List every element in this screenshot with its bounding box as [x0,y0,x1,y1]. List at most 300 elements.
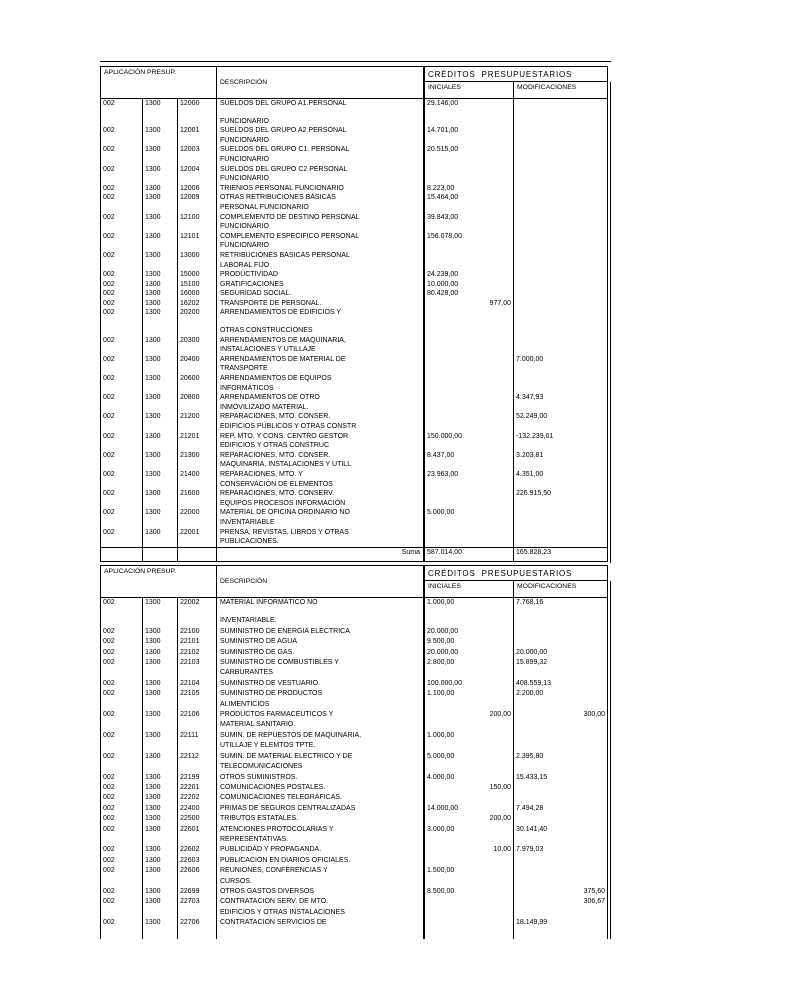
description-line: TRANSPORTE [220,365,268,373]
description-line: INVENTARIABLE. [220,617,277,625]
modificaciones-cell [514,731,607,752]
modificaciones-cell: 4.347,93 [516,394,544,402]
description-line: ARRENDAMIENTOS DE OTRO [220,394,320,402]
description-line: FUNCIONARIO [220,223,269,231]
table-body [101,99,607,547]
economic-code-cell: 22601 [178,825,217,846]
description-cell [217,710,425,731]
aplicacion-presup-header: APLICACIÓN PRESUP. [101,566,217,597]
program-code-cell: 1300 [143,165,178,184]
description-line: PUBLICACIÓN EN DIARIOS OFICIALES. [220,856,351,864]
economic-code-cell: 22103 [178,658,217,679]
description-cell [217,299,425,309]
modificaciones-cell [514,308,607,335]
description-line: COMPLEMENTO ESPECIFICO PERSONAL [220,232,360,240]
description-line: SUMINISTRO DE VESTUARIO. [220,679,320,687]
sum-iniciales: 587.014,00 [425,548,514,561]
description-line: COMUNICACIONES TELEGRÁFICAS. [220,794,343,802]
table-row [101,251,607,270]
modificaciones-cell: 306,67 [583,898,605,906]
iniciales-cell: 80.428,00 [425,289,514,299]
description-line: SEGURIDAD SOCIAL. [220,290,292,298]
org-code-cell: 002 [101,508,143,527]
iniciales-cell [425,374,514,393]
program-code-cell: 1300 [143,845,178,855]
description-cell [217,773,425,783]
modificaciones-cell [514,793,607,803]
empty-cell [143,548,178,561]
description-line: FUNCIONARIO [220,136,269,144]
iniciales-cell [425,308,514,335]
table-row [101,374,607,393]
program-code-cell: 1300 [143,308,178,335]
description-line: CONSERVACIÓN DE ELEMENTOS [220,480,333,488]
description-cell [217,289,425,299]
iniciales-cell [425,918,514,939]
description-line: PUBLICACIONES. [220,538,279,546]
description-line: COMUNICACIONES POSTALES. [220,783,326,791]
org-code-cell: 002 [101,637,143,647]
creditos-presupuestarios-header: CRÉDITOS PRESUPUESTARIOS [425,67,607,82]
empty-cell [101,548,143,561]
org-code-cell: 002 [101,193,143,212]
program-code-cell: 1300 [143,508,178,527]
modificaciones-cell: 15.433,15 [516,773,548,781]
table-row [101,845,607,855]
org-code-cell: 002 [101,99,143,126]
modificaciones-header: MODIFICACIONES [517,583,577,590]
modificaciones-cell: 52.249,00 [516,413,548,421]
org-code-cell: 002 [101,374,143,393]
program-code-cell: 1300 [143,251,178,270]
description-line: SUMINISTRO DE ENERGIA ELECTRICA [220,627,350,635]
program-code-cell: 1300 [143,451,178,470]
modificaciones-cell [514,336,607,355]
table-row [101,658,607,679]
modificaciones-cell: 375,60 [583,887,605,895]
program-code-cell: 1300 [143,412,178,431]
org-code-cell: 002 [101,126,143,145]
modificaciones-cell: 20.000,00 [516,648,548,656]
description-cell [217,165,425,184]
program-code-cell: 1300 [143,289,178,299]
description-line: OTRAS CONSTRUCCIONES [220,327,313,335]
description-line: EDIFICIOS Y OTRAS INSTALACIONES [220,908,345,916]
modificaciones-cell: 7.979,03 [516,846,544,854]
description-cell [217,308,425,335]
description-cell [217,825,425,846]
description-line: MATERIAL SANITARIO. [220,721,296,729]
description-line: TRIENIOS PERSONAL FUNCIONARIO [220,184,344,192]
descripcion-header: DESCRIPCIÓN [217,566,425,597]
modificaciones-cell [514,856,607,866]
description-cell [217,845,425,855]
description-cell [217,126,425,145]
iniciales-cell [425,489,514,508]
economic-code-cell: 15100 [178,280,217,290]
description-cell [217,731,425,752]
table-row [101,637,607,647]
program-code-cell: 1300 [143,648,178,658]
creditos-header-group [425,566,607,597]
iniciales-cell: 150.000,00 [425,432,514,451]
iniciales-cell: 8.223,00 [425,184,514,194]
table-row [101,627,607,637]
economic-code-cell: 20300 [178,336,217,355]
modificaciones-cell: 30.141,40 [516,825,548,833]
sum-label: Suma [217,548,425,561]
program-code-cell: 1300 [143,887,178,897]
description-line: GRATIFICACIONES [220,280,284,288]
economic-code-cell: 15000 [178,270,217,280]
description-line: CARBURANTES [220,669,273,677]
empty-cell [178,548,217,561]
table-row [101,689,607,710]
org-code-cell: 002 [101,814,143,824]
table-row [101,280,607,290]
description-line: SUMINISTRO DE AGUA [220,638,298,646]
description-line: ALIMENTICIOS [220,700,270,708]
description-cell [217,679,425,689]
economic-code-cell: 22603 [178,856,217,866]
org-code-cell: 002 [101,598,143,627]
program-code-cell: 1300 [143,432,178,451]
table-row [101,508,607,527]
program-code-cell: 1300 [143,637,178,647]
org-code-cell: 002 [101,299,143,309]
table-row [101,308,607,335]
economic-code-cell: 12100 [178,213,217,232]
org-code-cell: 002 [101,528,143,547]
description-line: CONTRATACIÓN SERVICIOS DE [220,919,327,927]
creditos-subheader-row [425,82,607,98]
org-code-cell: 002 [101,783,143,793]
table-row [101,598,607,627]
iniciales-cell: 156.078,00 [425,232,514,251]
org-code-cell: 002 [101,731,143,752]
budget-table-2 [100,565,608,939]
iniciales-cell: 15.464,00 [425,193,514,212]
economic-code-cell: 22400 [178,804,217,814]
modificaciones-cell: 408.559,13 [516,679,552,687]
org-code-cell: 002 [101,804,143,814]
modificaciones-cell: -132.239,01 [516,432,554,440]
org-code-cell: 002 [101,689,143,710]
table-row [101,299,607,309]
description-line: OTROS SUMINISTROS. [220,773,298,781]
description-cell [217,270,425,280]
modificaciones-cell: 7.494,28 [516,804,544,812]
iniciales-cell: 977,00 [425,299,514,309]
description-line: PRODUCTIVIDAD [220,271,278,279]
iniciales-header: INICIALES [425,82,514,98]
program-code-cell: 1300 [143,918,178,939]
program-code-cell: 1300 [143,213,178,232]
economic-code-cell: 12006 [178,184,217,194]
iniciales-cell: 10,00 [425,845,514,855]
description-line: MAQUINARIA, INSTALACIONES Y UTILL [220,461,352,469]
org-code-cell: 002 [101,825,143,846]
iniciales-cell: 8.437,00 [425,451,514,470]
modificaciones-cell: 226.915,50 [516,490,552,498]
description-line: COMPLEMENTO DE DESTINO PERSONAL [220,213,360,221]
org-code-cell: 002 [101,710,143,731]
modificaciones-cell [514,299,607,309]
description-line: OTRAS RETRIBUCIONES BÁSICAS [220,194,336,202]
iniciales-cell: 1.500,00 [425,866,514,887]
description-line: SUMIN. DE REPUESTOS DE MAQUINARIA, [220,731,362,739]
table-row [101,897,607,918]
program-code-cell: 1300 [143,193,178,212]
description-cell [217,184,425,194]
org-code-cell: 002 [101,336,143,355]
org-code-cell: 002 [101,658,143,679]
economic-code-cell: 16000 [178,289,217,299]
program-code-cell: 1300 [143,658,178,679]
description-cell [217,393,425,412]
description-line: TRIBUTOS ESTATALES. [220,815,299,823]
description-cell [217,804,425,814]
description-line: EQUIPOS PROCESOS INFORMACIÓN [220,499,346,507]
description-cell [217,627,425,637]
description-line: PUBLICIDAD Y PROPAGANDA. [220,846,322,854]
modificaciones-cell [514,627,607,637]
org-code-cell: 002 [101,184,143,194]
table-row [101,825,607,846]
economic-code-cell: 21400 [178,470,217,489]
iniciales-header: INICIALES [425,581,514,597]
modificaciones-cell [514,165,607,184]
description-cell [217,866,425,887]
modificaciones-cell [514,374,607,393]
program-code-cell: 1300 [143,773,178,783]
iniciales-cell: 3.000,00 [425,825,514,846]
modificaciones-cell [514,637,607,647]
table-row [101,393,607,412]
program-code-cell: 1300 [143,866,178,887]
description-cell [217,528,425,547]
economic-code-cell: 20800 [178,393,217,412]
table-row [101,213,607,232]
org-code-cell: 002 [101,627,143,637]
iniciales-cell [425,412,514,431]
modificaciones-cell [514,814,607,824]
economic-code-cell: 22106 [178,710,217,731]
program-code-cell: 1300 [143,793,178,803]
table-row [101,731,607,752]
table-row [101,145,607,164]
iniciales-cell: 20.000,00 [425,627,514,637]
economic-code-cell: 12004 [178,165,217,184]
modificaciones-cell: 7.768,16 [516,599,544,606]
economic-code-cell: 22703 [178,897,217,918]
program-code-cell: 1300 [143,679,178,689]
description-line: REPARACIONES, MTO. Y [220,470,303,478]
economic-code-cell: 22001 [178,528,217,547]
description-line: FUNCIONARIO [220,117,269,125]
description-line: OTROS GASTOS DIVERSOS [220,887,315,895]
iniciales-cell: 20.000,00 [425,648,514,658]
program-code-cell: 1300 [143,470,178,489]
economic-code-cell: 22606 [178,866,217,887]
description-line: SUELDOS DEL GRUPO A2 PERSONAL [220,127,347,135]
org-code-cell: 002 [101,773,143,783]
iniciales-cell: 8.500,00 [425,887,514,897]
org-code-cell: 002 [101,897,143,918]
economic-code-cell: 22706 [178,918,217,939]
iniciales-cell: 39.843,00 [425,213,514,232]
org-code-cell: 002 [101,145,143,164]
economic-code-cell: 13000 [178,251,217,270]
org-code-cell: 002 [101,308,143,335]
program-code-cell: 1300 [143,393,178,412]
table-row [101,804,607,814]
iniciales-cell: 9.500,00 [425,637,514,647]
org-code-cell: 002 [101,451,143,470]
program-code-cell: 1300 [143,856,178,866]
modificaciones-cell [514,99,607,126]
description-cell [217,470,425,489]
modificaciones-cell [514,289,607,299]
table-row [101,165,607,184]
description-cell [217,232,425,251]
economic-code-cell: 22105 [178,689,217,710]
table-row [101,887,607,897]
economic-code-cell: 20200 [178,308,217,335]
iniciales-cell: 200,00 [425,814,514,824]
description-line: SUMINISTRO DE PRODUCTOS [220,690,323,698]
iniciales-cell: 10.000,00 [425,280,514,290]
creditos-presupuestarios-header: CRÉDITOS PRESUPUESTARIOS [425,566,607,581]
program-code-cell: 1300 [143,710,178,731]
modificaciones-cell [514,280,607,290]
table-row [101,918,607,939]
description-line: ARRENDAMIENTOS DE MAQUINARIA, [220,336,346,344]
economic-code-cell: 20400 [178,355,217,374]
economic-code-cell: 22002 [178,598,217,627]
modificaciones-cell [514,232,607,251]
economic-code-cell: 22101 [178,637,217,647]
program-code-cell: 1300 [143,528,178,547]
description-cell [217,856,425,866]
economic-code-cell: 22199 [178,773,217,783]
modificaciones-cell [514,508,607,527]
description-line: SUMINISTRO DE COMBUSTIBLES Y [220,659,339,667]
description-line: PRODUCTOS FARMACÉUTICOS Y [220,711,334,719]
iniciales-cell: 20.515,00 [425,145,514,164]
org-code-cell: 002 [101,393,143,412]
description-cell [217,99,425,126]
description-line: EDIFICIOS Y OTRAS CONSTRUC [220,442,330,450]
economic-code-cell: 22201 [178,783,217,793]
iniciales-cell: 2.800,00 [425,658,514,679]
iniciales-cell: 4.000,00 [425,773,514,783]
table-row [101,289,607,299]
table-row [101,99,607,126]
table-row [101,752,607,773]
description-cell [217,432,425,451]
description-line: REPARACIONES, MTO. CONSERV. [220,490,335,498]
economic-code-cell: 22202 [178,793,217,803]
description-cell [217,689,425,710]
table-row [101,232,607,251]
iniciales-cell [425,528,514,547]
description-line: UTILLAJE Y ELEMTOS TPTE. [220,742,316,750]
creditos-header-group [425,67,607,98]
description-cell [217,451,425,470]
description-line: INSTALACIONES Y UTILLAJE [220,346,316,354]
org-code-cell: 002 [101,887,143,897]
economic-code-cell: 12101 [178,232,217,251]
iniciales-cell: 1.100,00 [425,689,514,710]
table-row [101,814,607,824]
table-row [101,412,607,431]
iniciales-cell: 1.000,00 [425,598,514,627]
description-line: FUNCIONARIO [220,175,269,183]
description-line: SUMINISTRO DE GAS. [220,648,295,656]
table-header [101,67,607,99]
description-cell [217,280,425,290]
iniciales-cell [425,355,514,374]
description-cell [217,489,425,508]
org-code-cell: 002 [101,679,143,689]
description-cell [217,918,425,939]
modificaciones-cell: 7.000,00 [516,355,544,363]
economic-code-cell: 21600 [178,489,217,508]
table-row [101,679,607,689]
iniciales-cell [425,393,514,412]
creditos-subheader-row [425,581,607,597]
economic-code-cell: 22111 [178,731,217,752]
org-code-cell: 002 [101,355,143,374]
iniciales-cell [425,897,514,918]
org-code-cell: 002 [101,918,143,939]
table-row [101,193,607,212]
aplicacion-presup-header: APLICACIÓN PRESUP. [101,67,217,98]
modificaciones-cell [514,213,607,232]
modificaciones-cell [514,528,607,547]
modificaciones-cell: 2.200,00 [516,690,544,698]
description-line: SUELDOS DEL GRUPO C1. PERSONAL [220,146,350,154]
iniciales-cell: 14.000,00 [425,804,514,814]
modificaciones-cell [514,126,607,145]
program-code-cell: 1300 [143,814,178,824]
program-code-cell: 1300 [143,355,178,374]
description-line: CURSOS. [220,877,252,885]
program-code-cell: 1300 [143,99,178,126]
org-code-cell: 002 [101,165,143,184]
table-row [101,528,607,547]
description-cell [217,355,425,374]
modificaciones-cell [514,145,607,164]
org-code-cell: 002 [101,866,143,887]
table-row [101,773,607,783]
iniciales-cell: 24.239,00 [425,270,514,280]
program-code-cell: 1300 [143,825,178,846]
economic-code-cell: 22000 [178,508,217,527]
org-code-cell: 002 [101,489,143,508]
economic-code-cell: 22602 [178,845,217,855]
description-cell [217,508,425,527]
economic-code-cell: 16202 [178,299,217,309]
table-row [101,866,607,887]
program-code-cell: 1300 [143,689,178,710]
description-line: REPRESENTATIVAS. [220,835,289,843]
economic-code-cell: 22102 [178,648,217,658]
economic-code-cell: 22104 [178,679,217,689]
economic-code-cell: 22699 [178,887,217,897]
description-line: MATERIAL DE OFICINA ORDINARIO NO [220,509,350,517]
